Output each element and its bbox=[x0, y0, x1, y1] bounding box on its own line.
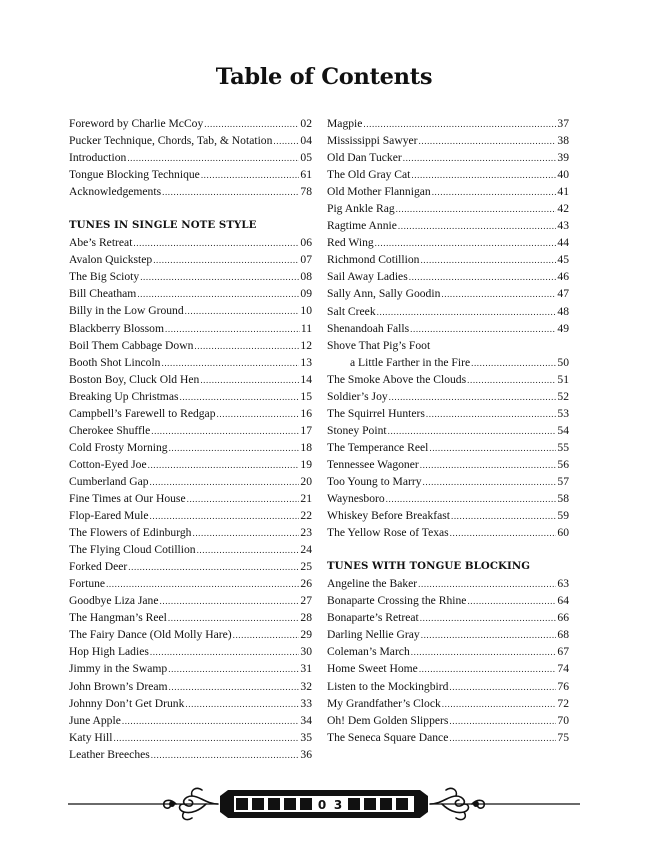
toc-entry-page: 42 bbox=[557, 202, 569, 216]
toc-entry[interactable] bbox=[69, 678, 312, 695]
toc-entry-page: 14 bbox=[300, 372, 312, 386]
tongue-blocking-list bbox=[327, 575, 569, 745]
toc-entry[interactable] bbox=[327, 575, 569, 592]
dot-leader bbox=[169, 440, 300, 457]
toc-entry[interactable] bbox=[69, 746, 312, 763]
dot-leader bbox=[140, 269, 299, 286]
toc-entry-page: 74 bbox=[557, 662, 569, 676]
dot-leader bbox=[106, 576, 299, 593]
toc-entry[interactable] bbox=[69, 626, 312, 643]
toc-entry-title: Cherokee Shuffle bbox=[69, 423, 151, 437]
toc-entry[interactable] bbox=[69, 285, 312, 302]
toc-entry-title: Blackberry Blossom bbox=[69, 321, 164, 335]
toc-entry[interactable] bbox=[327, 729, 569, 746]
dot-leader bbox=[429, 440, 556, 457]
toc-entry[interactable] bbox=[69, 643, 312, 660]
toc-entry[interactable] bbox=[327, 473, 569, 490]
toc-entry[interactable] bbox=[69, 473, 312, 490]
toc-entry-page: 67 bbox=[557, 645, 569, 659]
toc-entry[interactable] bbox=[327, 439, 569, 456]
dot-leader bbox=[441, 286, 556, 303]
toc-entry-title: Fine Times at Our House bbox=[69, 491, 186, 505]
toc-entry-title: Stoney Point bbox=[327, 423, 387, 437]
toc-entry-page: 04 bbox=[300, 134, 312, 148]
toc-entry-title: Johnny Don’t Get Drunk bbox=[69, 696, 185, 710]
toc-entry[interactable] bbox=[327, 303, 569, 320]
dot-leader bbox=[398, 218, 557, 235]
toc-entry[interactable] bbox=[69, 354, 312, 371]
toc-entry-title: John Brown’s Dream bbox=[69, 679, 168, 693]
front-matter-list bbox=[69, 115, 312, 200]
toc-entry[interactable] bbox=[69, 371, 312, 388]
toc-entry[interactable] bbox=[69, 712, 312, 729]
single-note-list-left bbox=[69, 234, 312, 762]
page-number-digit: 3 bbox=[333, 798, 343, 812]
toc-entry[interactable] bbox=[327, 217, 569, 234]
toc-entry-page: 54 bbox=[557, 423, 569, 437]
single-note-list-right bbox=[327, 115, 569, 541]
dot-leader bbox=[449, 713, 556, 730]
toc-entry[interactable] bbox=[327, 132, 569, 149]
toc-entry-title: Red Wing bbox=[327, 236, 374, 250]
dot-leader bbox=[467, 593, 556, 610]
toc-entry-page: 78 bbox=[300, 185, 312, 199]
dot-leader bbox=[150, 474, 300, 491]
toc-entry-title: Old Dan Tucker bbox=[327, 151, 402, 165]
toc-entry-page: 24 bbox=[300, 543, 312, 557]
toc-entry-page: 64 bbox=[557, 594, 569, 608]
toc-entry-page: 60 bbox=[557, 526, 569, 540]
toc-entry[interactable] bbox=[69, 729, 312, 746]
dot-leader bbox=[197, 542, 300, 559]
toc-entry[interactable] bbox=[69, 558, 312, 575]
toc-entry[interactable] bbox=[327, 251, 569, 268]
toc-entry[interactable] bbox=[327, 643, 569, 660]
toc-left-column bbox=[69, 115, 312, 763]
dot-leader bbox=[411, 167, 556, 184]
toc-entry-page: 08 bbox=[300, 270, 312, 284]
dot-leader bbox=[168, 661, 299, 678]
toc-entry-title: Acknowledgements bbox=[69, 185, 162, 199]
toc-entry-title: Goodbye Liza Jane bbox=[69, 594, 159, 608]
toc-entry-page: 28 bbox=[300, 611, 312, 625]
toc-entry[interactable] bbox=[69, 405, 312, 422]
toc-entry-title: The Squirrel Hunters bbox=[327, 406, 425, 420]
dot-leader bbox=[420, 252, 556, 269]
toc-entry-page: 41 bbox=[557, 185, 569, 199]
toc-entry-title: Home Sweet Home bbox=[327, 662, 418, 676]
toc-entry[interactable] bbox=[327, 405, 569, 422]
dot-leader bbox=[169, 679, 300, 696]
dot-leader bbox=[363, 116, 556, 133]
toc-entry-title: The Old Gray Cat bbox=[327, 168, 411, 182]
toc-entry-title: Leather Breeches bbox=[69, 747, 150, 761]
toc-entry-page: 19 bbox=[300, 457, 312, 471]
toc-entry-page: 63 bbox=[557, 577, 569, 591]
toc-entry-page: 18 bbox=[300, 440, 312, 454]
dot-leader bbox=[162, 184, 299, 201]
dot-leader bbox=[403, 150, 557, 167]
dot-leader bbox=[410, 321, 556, 338]
dot-leader bbox=[153, 252, 299, 269]
toc-entry[interactable] bbox=[69, 302, 312, 319]
toc-entry-page: 48 bbox=[557, 304, 569, 318]
toc-entry-page: 57 bbox=[557, 474, 569, 488]
dot-leader bbox=[192, 525, 299, 542]
toc-entry-page: 32 bbox=[300, 679, 312, 693]
toc-entry-page: 37 bbox=[557, 117, 569, 130]
dot-leader bbox=[418, 576, 556, 593]
toc-entry[interactable] bbox=[327, 626, 569, 643]
toc-entry-page: 36 bbox=[300, 747, 312, 761]
toc-entry-title: Bonaparte Crossing the Rhine bbox=[327, 594, 467, 608]
dot-leader bbox=[179, 389, 299, 406]
toc-entry-title: Booth Shot Lincoln bbox=[69, 355, 161, 369]
toc-entry-page: 66 bbox=[557, 611, 569, 625]
dot-leader bbox=[396, 201, 557, 218]
toc-entry-page: 16 bbox=[300, 406, 312, 420]
toc-entry-page: 27 bbox=[300, 594, 312, 608]
dot-leader bbox=[160, 593, 300, 610]
toc-entry[interactable] bbox=[69, 234, 312, 251]
toc-entry-title: Coleman’s March bbox=[327, 645, 410, 659]
toc-entry-title: Richmond Cotillion bbox=[327, 253, 420, 267]
toc-entry[interactable] bbox=[327, 166, 569, 183]
toc-entry[interactable] bbox=[69, 490, 312, 507]
toc-entry-title: Waynesboro bbox=[327, 492, 385, 506]
toc-entry-page: 68 bbox=[557, 628, 569, 642]
toc-entry[interactable] bbox=[69, 149, 312, 166]
toc-entry-title: Angeline the Baker bbox=[327, 577, 418, 591]
toc-entry-title: Flop-Eared Mule bbox=[69, 509, 149, 523]
toc-entry-page: 15 bbox=[300, 389, 312, 403]
dot-leader bbox=[273, 133, 299, 150]
toc-entry-page: 20 bbox=[300, 474, 312, 488]
toc-entry-title: Bill Cheatham bbox=[69, 287, 137, 301]
toc-entry[interactable] bbox=[327, 712, 569, 729]
dot-leader bbox=[409, 269, 557, 286]
toc-entry-page: 26 bbox=[300, 577, 312, 591]
tongue-blocking-heading: TUNES WITH TONGUE BLOCKING bbox=[327, 560, 531, 573]
dot-leader bbox=[419, 133, 557, 150]
toc-entry[interactable] bbox=[69, 251, 312, 268]
toc-entry-page: 55 bbox=[557, 440, 569, 454]
toc-entry-page: 11 bbox=[300, 321, 312, 335]
toc-entry-page: 07 bbox=[300, 253, 312, 267]
dot-leader bbox=[161, 355, 299, 372]
toc-entry[interactable] bbox=[69, 609, 312, 626]
toc-entry-page: 02 bbox=[300, 117, 312, 130]
toc-entry-title: Foreword by Charlie McCoy bbox=[69, 117, 204, 130]
dot-leader bbox=[233, 627, 300, 644]
dot-leader bbox=[194, 338, 299, 355]
dot-leader bbox=[151, 423, 299, 440]
dot-leader bbox=[389, 389, 557, 406]
toc-entry-page: 47 bbox=[557, 287, 569, 301]
dot-leader bbox=[451, 508, 556, 525]
toc-entry[interactable] bbox=[69, 422, 312, 439]
toc-entry[interactable] bbox=[69, 592, 312, 609]
toc-entry-title: Cotton-Eyed Joe bbox=[69, 457, 147, 471]
toc-entry-page: 39 bbox=[557, 151, 569, 165]
dot-leader bbox=[421, 627, 557, 644]
toc-entry[interactable] bbox=[327, 388, 569, 405]
toc-entry-page: 06 bbox=[300, 236, 312, 250]
toc-entry-page: 33 bbox=[300, 696, 312, 710]
dot-leader bbox=[426, 406, 557, 423]
toc-entry[interactable] bbox=[69, 660, 312, 677]
toc-entry-title: Whiskey Before Breakfast bbox=[327, 509, 450, 523]
page-title: Table of Contents bbox=[215, 64, 433, 90]
toc-entry-title: The Smoke Above the Clouds bbox=[327, 372, 467, 386]
dot-leader bbox=[204, 116, 299, 133]
toc-entry-title: The Fairy Dance (Old Molly Hare) bbox=[69, 628, 232, 642]
dot-leader bbox=[187, 491, 300, 508]
dot-leader bbox=[113, 730, 299, 747]
toc-entry-page: 76 bbox=[557, 679, 569, 693]
toc-entry[interactable] bbox=[327, 149, 569, 166]
toc-entry[interactable] bbox=[327, 183, 569, 200]
harmonica-icon bbox=[220, 790, 428, 818]
toc-entry-page: 12 bbox=[300, 338, 312, 352]
dot-leader bbox=[420, 610, 557, 627]
dot-leader bbox=[386, 491, 557, 508]
dot-leader bbox=[201, 167, 300, 184]
dot-leader bbox=[151, 747, 300, 764]
toc-entry-title: Oh! Dem Golden Slippers bbox=[327, 713, 449, 727]
toc-entry-title: Hop High Ladies bbox=[69, 645, 149, 659]
toc-entry-page: 43 bbox=[557, 219, 569, 233]
dot-leader bbox=[471, 355, 556, 372]
toc-entry-page: 09 bbox=[300, 287, 312, 301]
toc-entry-title: Fortune bbox=[69, 577, 106, 591]
toc-entry-page: 70 bbox=[557, 713, 569, 727]
toc-entry-title: The Hangman’s Reel bbox=[69, 611, 167, 625]
toc-entry-title: The Big Scioty bbox=[69, 270, 140, 284]
toc-entry-page: 35 bbox=[300, 730, 312, 744]
dot-leader bbox=[449, 679, 556, 696]
dot-leader bbox=[432, 184, 557, 201]
toc-entry-page: 72 bbox=[557, 696, 569, 710]
single-note-heading: TUNES IN SINGLE NOTE STYLE bbox=[69, 219, 257, 232]
toc-entry-page: 45 bbox=[557, 253, 569, 267]
dot-leader bbox=[377, 304, 557, 321]
toc-entry[interactable] bbox=[327, 285, 569, 302]
toc-entry-title: My Grandfather’s Clock bbox=[327, 696, 441, 710]
toc-entry-title: Shenandoah Falls bbox=[327, 321, 410, 335]
toc-entry[interactable] bbox=[327, 371, 569, 388]
dot-leader bbox=[467, 372, 556, 389]
toc-entry-title: Cold Frosty Morning bbox=[69, 440, 168, 454]
dot-leader bbox=[420, 457, 557, 474]
toc-entry-page: 40 bbox=[557, 168, 569, 182]
toc-entry-title: Bonaparte’s Retreat bbox=[327, 611, 419, 625]
toc-entry-title: Soldier’s Joy bbox=[327, 389, 388, 403]
toc-entry-page: 51 bbox=[557, 372, 569, 386]
section-gap bbox=[327, 541, 569, 558]
dot-leader bbox=[148, 457, 300, 474]
toc-entry-title: Old Mother Flannigan bbox=[327, 185, 431, 199]
toc-entry-page: 10 bbox=[300, 304, 312, 318]
toc-entry-page: 50 bbox=[557, 355, 569, 369]
dot-leader bbox=[442, 696, 557, 713]
footer-ornament bbox=[68, 782, 580, 826]
dot-leader bbox=[423, 474, 557, 491]
toc-entry-title: Katy Hill bbox=[69, 730, 113, 744]
dot-leader bbox=[150, 508, 300, 525]
toc-entry-title: Tongue Blocking Technique bbox=[69, 168, 200, 182]
toc-entry-title: June Apple bbox=[69, 713, 121, 727]
toc-entry-page: 56 bbox=[557, 457, 569, 471]
toc-entry-title: Pucker Technique, Chords, Tab, & Notation bbox=[69, 134, 273, 148]
dot-leader bbox=[450, 525, 557, 542]
toc-entry-page: 30 bbox=[300, 645, 312, 659]
dot-leader bbox=[137, 286, 299, 303]
toc-entry-title: Boston Boy, Cluck Old Hen bbox=[69, 372, 200, 386]
toc-entry[interactable] bbox=[327, 695, 569, 712]
dot-leader bbox=[165, 321, 300, 338]
toc-entry[interactable] bbox=[69, 507, 312, 524]
toc-entry-title: Salt Creek bbox=[327, 304, 376, 318]
toc-entry-title: Billy in the Low Ground bbox=[69, 304, 184, 318]
toc-entry-title: Too Young to Marry bbox=[327, 474, 422, 488]
toc-entry[interactable] bbox=[69, 541, 312, 558]
toc-entry[interactable] bbox=[69, 575, 312, 592]
toc-entry-title: Listen to the Mockingbird bbox=[327, 679, 449, 693]
toc-entry[interactable] bbox=[69, 320, 312, 337]
toc-entry-title: Pig Ankle Rag bbox=[327, 202, 395, 216]
toc-entry-page: 61 bbox=[300, 168, 312, 182]
dot-leader bbox=[185, 303, 300, 320]
toc-entry-title: Cumberland Gap bbox=[69, 474, 149, 488]
toc-entry-page: 53 bbox=[557, 406, 569, 420]
dot-leader bbox=[128, 559, 299, 576]
toc-entry-page: 34 bbox=[300, 713, 312, 727]
toc-entry-page: 58 bbox=[557, 492, 569, 506]
toc-entry[interactable] bbox=[69, 524, 312, 541]
toc-entry-title: Campbell’s Farewell to Redgap bbox=[69, 406, 216, 420]
toc-entry[interactable] bbox=[327, 678, 569, 695]
toc-entry-page: 25 bbox=[300, 560, 312, 574]
toc-entry-title: Forked Deer bbox=[69, 560, 128, 574]
toc-entry-page: 31 bbox=[300, 662, 312, 676]
toc-entry[interactable] bbox=[327, 200, 569, 217]
dot-leader bbox=[375, 235, 557, 252]
toc-entry[interactable] bbox=[69, 183, 312, 200]
dot-leader bbox=[217, 406, 300, 423]
toc-entry-title: The Flowers of Edinburgh bbox=[69, 526, 192, 540]
toc-entry-title: Introduction bbox=[69, 151, 127, 165]
toc-entry-title-continued: a Little Farther in the Fire bbox=[350, 355, 471, 369]
toc-entry-title: The Seneca Square Dance bbox=[327, 730, 449, 744]
toc-entry-title: Mississippi Sawyer bbox=[327, 134, 418, 148]
toc-entry-title: The Temperance Reel bbox=[327, 440, 429, 454]
page-number-digit: 0 bbox=[317, 798, 327, 812]
toc-entry[interactable] bbox=[69, 439, 312, 456]
toc-entry-page: 23 bbox=[300, 526, 312, 540]
toc-entry-page: 05 bbox=[300, 151, 312, 165]
toc-right-column bbox=[327, 115, 569, 746]
toc-entry[interactable] bbox=[69, 166, 312, 183]
toc-entry-page: 44 bbox=[557, 236, 569, 250]
toc-entry-page: 52 bbox=[557, 389, 569, 403]
toc-entry[interactable] bbox=[69, 115, 312, 132]
toc-entry[interactable] bbox=[327, 609, 569, 626]
toc-entry-title: Boil Them Cabbage Down bbox=[69, 338, 194, 352]
toc-entry-title: Magpie bbox=[327, 117, 363, 130]
toc-entry-page: 29 bbox=[300, 628, 312, 642]
toc-entry-page: 21 bbox=[300, 491, 312, 505]
dot-leader bbox=[449, 730, 556, 747]
toc-entry[interactable] bbox=[327, 490, 569, 507]
toc-entry[interactable] bbox=[327, 337, 569, 354]
toc-entry[interactable] bbox=[327, 320, 569, 337]
section-gap bbox=[69, 200, 312, 217]
dot-leader bbox=[388, 423, 557, 440]
toc-entry-page: 13 bbox=[300, 355, 312, 369]
dot-leader bbox=[419, 661, 557, 678]
toc-entry-page: 17 bbox=[300, 423, 312, 437]
dot-leader bbox=[122, 713, 300, 730]
toc-entry[interactable] bbox=[327, 115, 569, 132]
toc-entry-title: Avalon Quickstep bbox=[69, 253, 153, 267]
toc-entry[interactable] bbox=[69, 388, 312, 405]
toc-entry[interactable] bbox=[69, 268, 312, 285]
toc-entry[interactable] bbox=[69, 695, 312, 712]
toc-entry[interactable] bbox=[327, 234, 569, 251]
dot-leader bbox=[185, 696, 299, 713]
toc-entry-continuation[interactable] bbox=[327, 354, 569, 371]
dot-leader bbox=[127, 150, 299, 167]
toc-entry[interactable] bbox=[327, 507, 569, 524]
toc-entry-title: The Yellow Rose of Texas bbox=[327, 526, 449, 540]
toc-entry-page: 59 bbox=[557, 509, 569, 523]
dot-leader bbox=[411, 644, 557, 661]
toc-entry-title: The Flying Cloud Cotillion bbox=[69, 543, 196, 557]
toc-entry-title: Sally Ann, Sally Goodin bbox=[327, 287, 441, 301]
dot-leader bbox=[168, 610, 300, 627]
toc-entry[interactable] bbox=[69, 337, 312, 354]
dot-leader bbox=[150, 644, 300, 661]
toc-entry-title: Sail Away Ladies bbox=[327, 270, 408, 284]
toc-entry[interactable] bbox=[69, 456, 312, 473]
dot-leader bbox=[133, 235, 299, 252]
toc-entry[interactable] bbox=[327, 456, 569, 473]
toc-entry-title: Shove That Pig’s Foot bbox=[327, 338, 431, 352]
toc-entry-title: Ragtime Annie bbox=[327, 219, 397, 233]
toc-entry-title: Abe’s Retreat bbox=[69, 236, 133, 250]
toc-entry-page: 49 bbox=[557, 321, 569, 335]
toc-entry[interactable] bbox=[327, 524, 569, 541]
dot-leader bbox=[200, 372, 299, 389]
toc-entry-title: Breaking Up Christmas bbox=[69, 389, 179, 403]
toc-entry[interactable] bbox=[327, 660, 569, 677]
toc-entry-page: 46 bbox=[557, 270, 569, 284]
toc-entry-title: Jimmy in the Swamp bbox=[69, 662, 168, 676]
toc-entry[interactable] bbox=[69, 132, 312, 149]
toc-entry[interactable] bbox=[327, 592, 569, 609]
toc-entry-title: Darling Nellie Gray bbox=[327, 628, 420, 642]
toc-entry-page: 75 bbox=[557, 730, 569, 744]
toc-entry[interactable] bbox=[327, 268, 569, 285]
toc-entry-page: 38 bbox=[557, 134, 569, 148]
toc-entry-page: 22 bbox=[300, 509, 312, 523]
toc-entry-title: Tennessee Wagoner bbox=[327, 457, 419, 471]
toc-entry[interactable] bbox=[327, 422, 569, 439]
